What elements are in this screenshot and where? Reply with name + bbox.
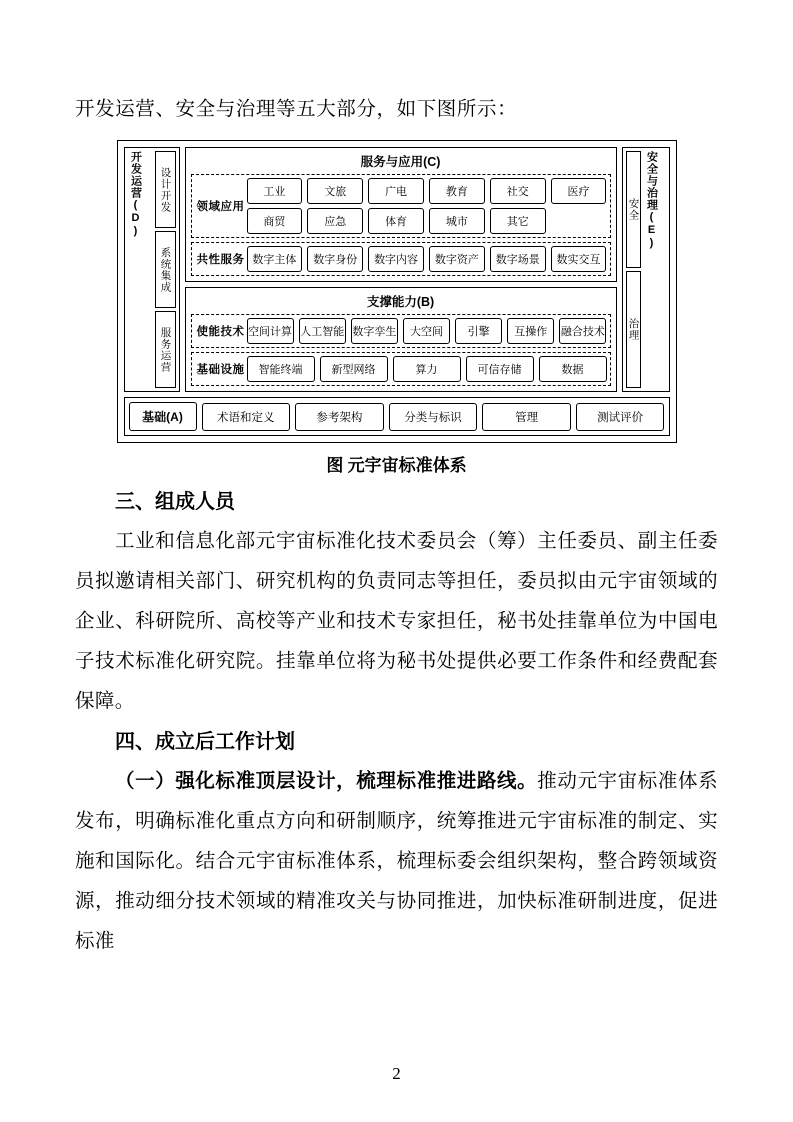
work-plan-rest: 推动元宇宙标准体系发布，明确标准化重点方向和研制顺序，统筹推进元宇宙标准的制定、实施和国际化。结合元宇宙标准体系，梳理标委会组织架构，整合跨领域资源，推动细分技术领域的精准攻关与协同推进，加快标准研制进度，促进标准 — [75, 771, 718, 952]
panel-c-title: 服务与应用(C) — [360, 155, 441, 169]
panel-b-title: 支撑能力(B) — [366, 295, 435, 309]
diagram-top-row — [124, 147, 670, 392]
metaverse-standard-system-diagram — [117, 140, 677, 443]
heading-section-4: 四、成立后工作计划 — [115, 731, 295, 753]
heading-section-3: 三、组成人员 — [115, 491, 235, 513]
item-row — [247, 318, 607, 344]
chip: 其它 — [490, 208, 546, 234]
left-column-sub-items — [155, 151, 176, 388]
group-label-domain-applications: 领域应用 — [196, 201, 245, 213]
group-domain-applications — [191, 174, 611, 238]
right-sub-security — [626, 151, 641, 268]
left-sub-service-operation — [155, 311, 176, 388]
figure-container — [75, 140, 718, 443]
group-label-common-services: 共性服务 — [196, 254, 245, 266]
chip: 算力 — [393, 356, 461, 382]
panel-supporting-capabilities — [185, 287, 617, 392]
right-column-main-label: 安全与治理(E) — [645, 151, 658, 250]
chip: 城市 — [429, 208, 485, 234]
group-common-services — [191, 242, 611, 276]
item-row — [247, 356, 607, 382]
left-column-main-label-wrap — [128, 151, 152, 388]
chip: 文旅 — [307, 178, 363, 204]
item-row — [247, 208, 607, 234]
right-column-sub-items — [626, 151, 641, 388]
chip: 医疗 — [551, 178, 607, 204]
chip: 数字孪生 — [351, 318, 398, 344]
group-items-common-services — [247, 246, 607, 272]
center-panels — [185, 147, 617, 392]
foundation-label: 基础(A) — [129, 402, 197, 431]
group-infrastructure — [191, 352, 611, 386]
chip: 智能终端 — [247, 356, 315, 382]
chip: 工业 — [247, 178, 303, 204]
chip: 数字身份 — [307, 246, 363, 272]
chip: 数字内容 — [368, 246, 424, 272]
left-sub-system-integration — [155, 231, 176, 308]
chip: 管理 — [482, 403, 571, 431]
paragraph-work-plan — [75, 762, 718, 962]
panel-services-applications — [185, 147, 617, 282]
right-sub-label-0: 安全 — [627, 198, 640, 221]
chip: 测试评价 — [576, 403, 665, 431]
item-row — [247, 178, 607, 204]
chip: 空间计算 — [247, 318, 294, 344]
chip: 互操作 — [507, 318, 554, 344]
chip: 商贸 — [247, 208, 303, 234]
item-row — [247, 246, 607, 272]
right-column-security-governance — [622, 147, 670, 392]
chip: 分类与标识 — [389, 403, 478, 431]
chip: 参考架构 — [295, 403, 384, 431]
figure-caption: 图 元宇宙标准体系 — [326, 456, 467, 475]
left-sub-label-0: 设计开发 — [159, 166, 172, 213]
work-plan-bold-lead: （一）强化标准顶层设计，梳理标准推进路线。 — [115, 771, 538, 792]
right-sub-governance — [626, 271, 641, 388]
chip: 广电 — [368, 178, 424, 204]
right-column-main-label-wrap — [644, 151, 666, 388]
lead-paragraph: 开发运营、安全与治理等五大部分，如下图所示： — [75, 99, 518, 120]
group-items-enabling-technologies — [247, 318, 607, 344]
chip: 数据 — [539, 356, 607, 382]
chip: 数字资产 — [429, 246, 485, 272]
page-number: 2 — [392, 1064, 401, 1083]
chip: 数实交互 — [551, 246, 607, 272]
chip: 新型网络 — [320, 356, 388, 382]
chip: 引擎 — [455, 318, 502, 344]
left-column-development-operations — [124, 147, 180, 392]
chip: 数字场景 — [490, 246, 546, 272]
group-enabling-technologies — [191, 314, 611, 348]
chip: 数字主体 — [247, 246, 303, 272]
chip: 大空间 — [403, 318, 450, 344]
left-sub-label-1: 系统集成 — [159, 246, 172, 293]
chip: 教育 — [429, 178, 485, 204]
group-label-enabling-technologies: 使能技术 — [196, 326, 245, 338]
chip: 人工智能 — [299, 318, 346, 344]
chip: 社交 — [490, 178, 546, 204]
group-items-infrastructure — [247, 356, 607, 382]
chip: 可信存储 — [466, 356, 534, 382]
chip: 应急 — [307, 208, 363, 234]
chip: 融合技术 — [559, 318, 606, 344]
left-sub-design-development — [155, 151, 176, 228]
right-sub-label-1: 治理 — [627, 318, 640, 341]
foundation-items — [202, 403, 665, 431]
group-label-infrastructure: 基础设施 — [196, 364, 245, 376]
chip: 体育 — [368, 208, 424, 234]
group-items-domain-applications — [247, 178, 607, 234]
left-column-main-label: 开发运营(D) — [129, 151, 142, 238]
paragraph-members: 工业和信息化部元宇宙标准化技术委员会（筹）主任委员、副主任委员拟邀请相关部门、研究机构的负责同志等担任，委员拟由元宇宙领域的企业、科研院所、高校等产业和技术专家担任，秘书处挂靠单位为中国电子技术标准化研究院。挂靠单位将为秘书处提供必要工作条件和经费配套保障。 — [75, 531, 718, 712]
chip: 术语和定义 — [202, 403, 291, 431]
foundation-row — [124, 397, 670, 436]
left-sub-label-2: 服务运营 — [159, 326, 172, 373]
